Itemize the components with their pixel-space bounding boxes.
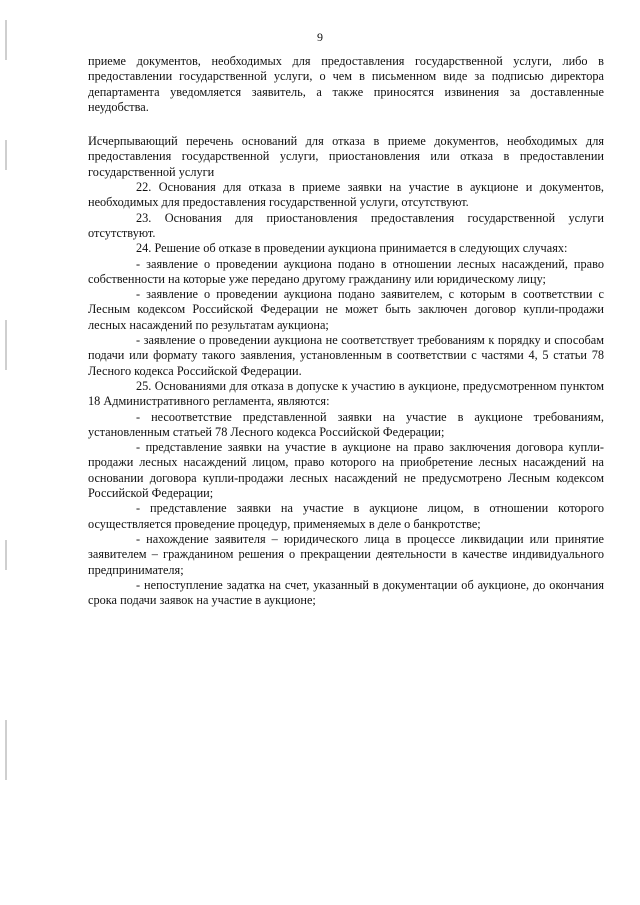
list-item: - нахождение заявителя – юридического лица в процессе ликвидации или принятие заявителем – гражданином решения о прекращении деятельности в качестве индивидуального предпринимателя; [88,531,604,577]
paragraph-23: 23. Основания для приостановления предоставления государственной услуги отсутствуют. [88,210,604,240]
paragraph-24: 24. Решение об отказе в проведении аукциона принимается в следующих случаях: [136,241,568,256]
list-item: - заявление о проведении аукциона подано заявителем, с которым в соответствии с Лесным кодексом Российской Федерации не может быть заключен договор купли-продажи лесных насаждений по результатам аукциона; [88,287,604,332]
list-item: - непоступление задатка на счет, указанный в документации об аукционе, до окончания срока подачи заявок на участие в аукционе; [88,577,604,608]
document-body [88,54,604,608]
scan-margin-marks [5,20,9,880]
intro-paragraph: приеме документов, необходимых для предоставления государственной услуги, либо в предоставлении государственной услуги, о чем в письменном виде за подписью директора департамента уведомляется заявитель, а также приносятся извинения за доставленные неудобства. [88,54,604,114]
list-item: - представление заявки на участие в аукционе на право заключения договора купли-продажи лесных насаждений лицом, право которого на приобретение лесных насаждений на основании договора купли-продажи лесных насаждений не предусмотрено Лесным кодексом Российской Федерации; [88,440,604,501]
list-item: - заявление о проведении аукциона подано в отношении лесных насаждений, право собственности на которые уже передано другому гражданину или юридическому лицу; [88,256,604,286]
list-item: - представление заявки на участие в аукционе лицом, в отношении которого осуществляется проведение процедур, применяемых в деле о банкротстве; [88,501,604,531]
page-number: 9 [317,30,323,44]
list-item: - заявление о проведении аукциона не соответствует требованиям к порядку и способам подачи или формату такого заявления, установленным в соответствии с частями 4, 5 статьи 78 Лесного кодекса Российской Федерации. [88,333,604,378]
list-item: - несоответствие представленной заявки на участие в аукционе требованиям, установленным статьей 78 Лесного кодекса Российской Федерации; [88,409,604,439]
paragraph-22: 22. Основания для отказа в приеме заявки на участие в аукционе и документов, необходимых для предоставления государственной услуги, отсутствуют. [88,180,604,210]
section-heading: Исчерпывающий перечень оснований для отказа в приеме документов, необходимых для предоставления государственной услуги, приостановления или отказа в предоставлении государственной услуги [88,134,604,179]
paragraph-25: 25. Основаниями для отказа в допуске к участию в аукционе, предусмотренном пунктом 18 Административного регламента, являются: [88,378,604,409]
